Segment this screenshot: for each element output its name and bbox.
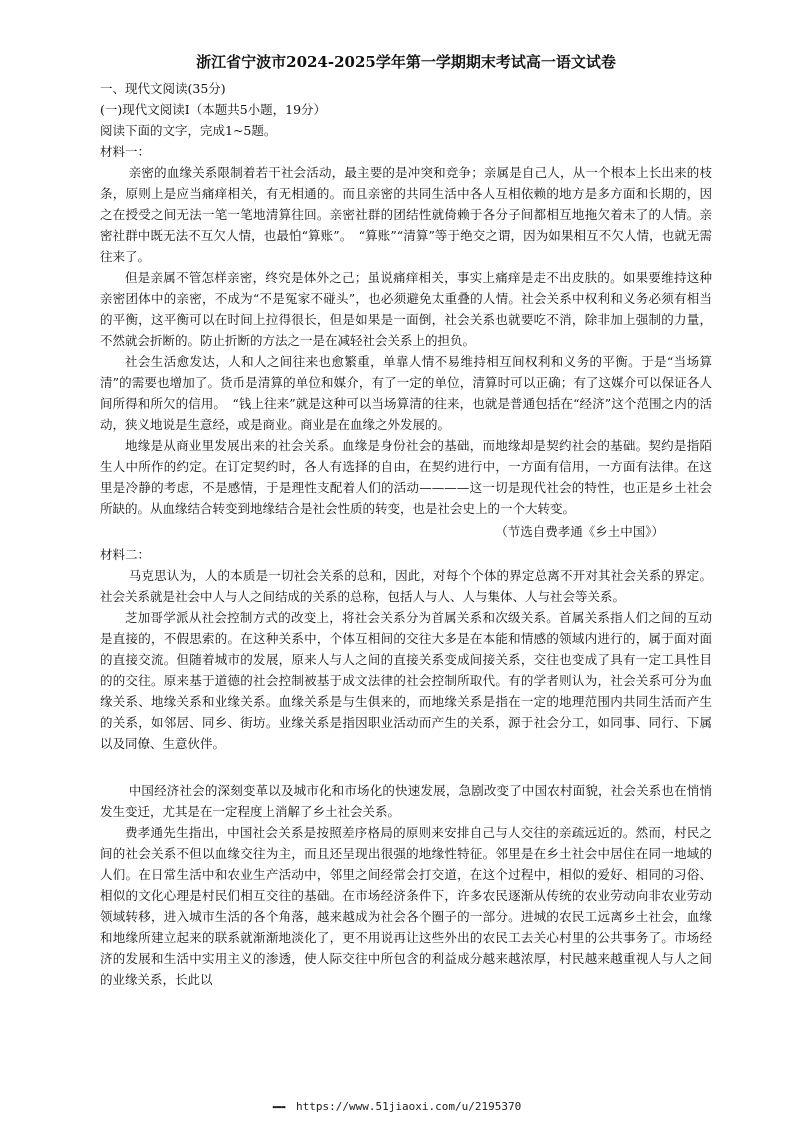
paragraph: 地缘是从商业里发展出来的社会关系。血缘是身份社会的基础，而地缘却是契约社会的基础。契约是指陌生人中所作的约定。在订定契约时，各人有选择的自由，在契约进行中，一方面有信用，一方面有法律。在这里是冷静的考虑，不是感情，于是理性支配着人们的活动————这一切是现代社会的特性，也正是乡土社会所缺的。从血缘结合转变到地缘结合是社会性质的转变，也是社会史上的一个大转变。 bbox=[100, 438, 712, 516]
paragraph: 中国经济社会的深刻变革以及城市化和市场化的快速发展，急剧改变了中国农村面貌，社会关系也在悄悄发生变迁，尤其是在一定程度上消解了乡土社会关系。 bbox=[100, 783, 712, 819]
paragraph: 社会生活愈发达，人和人之间往来也愈繁重，单靠人情不易维持相互间权利和义务的平衡。于是“当场算清”的需要也增加了。货币是清算的单位和媒介，有了一定的单位，清算时可以正确；有了这媒介可以保证各人间所得和所欠的信用。 “钱上往来”就是这种可以当场算清的往来，也就是普通包括在“经济”这个范围之内的活动，狭义地说是生意经，或是商业。商业是在血缘之外发展的。 bbox=[100, 354, 712, 432]
document-page bbox=[100, 52, 712, 990]
subsection-heading: (一)现代文阅读Ⅰ（本题共5小题，19分） bbox=[100, 102, 327, 117]
material-label: 材料一： bbox=[100, 144, 151, 159]
section-heading: 一、现代文阅读(35分) bbox=[100, 81, 226, 96]
paragraph: 马克思认为，人的本质是一切社会关系的总和，因此，对每个个体的界定总离不开对其社会关系的界定。社会关系就是社会中人与人之间结成的关系的总称，包括人与人、人与集体、人与社会等关系。 bbox=[100, 568, 712, 604]
paragraph: 芝加哥学派从社会控制方式的改变上，将社会关系分为首属关系和次级关系。首属关系指人们之间的互动是直接的，不假思索的。在这种关系中，个体互相间的交往大多是在本能和情感的领域内进行的，属于面对面的直接交流。但随着城市的发展，原来人与人之间的直接关系变成间接关系，交往也变成了具有一定工具性目的的交往。原来基于道德的社会控制被基于成文法律的社会控制所取代。有的学者则认为，社会关系可分为血缘关系、地缘关系和业缘关系。血缘关系是与生俱来的，而地缘关系是指在一定的地理范围内共同生活而产生的关系，如邻居、同乡、街坊。业缘关系是指因职业活动而产生的关系，源于社会分工，如同事、同行、下属以及同僚、生意伙伴。 bbox=[100, 610, 712, 751]
paragraph: 费孝通先生指出，中国社会关系是按照差序格局的原则来安排自己与人交往的亲疏远近的。然而，村民之间的社会关系不但以血缘交往为主，而且还呈现出很强的地缘性特征。邻里是在乡土社会中居住在同一地域的人们。在日常生活中和农业生产活动中，邻里之间经常会打交道，在这个过程中，相似的爱好、相同的习俗、相似的文化心理是村民们相互交往的基础。在市场经济条件下，许多农民逐渐从传统的农业劳动向非农业劳动领域转移，进入城市生活的各个角落，越来越成为社会各个圈子的一部分。进城的农民工远离乡土社会，血缘和地缘所建立起来的联系就渐渐地淡化了，更不用说再让这些外出的农民工去关心村里的公共事务了。市场经济的发展和生活中实用主义的渗透，使人际交往中所包含的利益成分越来越浓厚，村民越来越重视人与人之间的业缘关系，长此以 bbox=[100, 825, 712, 987]
paragraph: 亲密的血缘关系限制着若干社会活动，最主要的是冲突和竞争；亲属是自己人，从一个根本上长出来的枝条，原则上是应当痛痒相关，有无相通的。而且亲密的共同生活中各人互相依赖的地方是多方面和长期的，因之在授受之间无法一笔一笔地清算往回。亲密社群的团结性就倚赖于各分子间都相互地拖欠着未了的人情。亲密社群中既无法不互欠人情，也最怕“算账”。 “算账”“清算”等于绝交之谓，因为如果相互不欠人情，也就无需往来了。 bbox=[100, 165, 712, 264]
instruction-text: 阅读下面的文字，完成1~5题。 bbox=[100, 123, 277, 138]
page-title: 浙江省宁波市2024-2025学年第一学期期末考试高一语文试卷 bbox=[196, 53, 616, 71]
watermark-logo-icon: ▬▬▬ bbox=[272, 1103, 286, 1111]
footer-url[interactable]: https://www.51jiaoxi.com/u/2195370 bbox=[296, 1100, 522, 1113]
source-citation: （节选自费孝通《乡土中国》） bbox=[495, 524, 664, 539]
material-label: 材料二： bbox=[100, 547, 151, 562]
page-footer bbox=[0, 1100, 794, 1113]
paragraph: 但是亲属不管怎样亲密，终究是体外之己；虽说痛痒相关，事实上痛痒是走不出皮肤的。如果要维持这种亲密团体中的亲密，不成为“不是冤家不碰头”，也必须避免太重叠的人情。社会关系中权利和义务必须有相当的平衡，这平衡可以在时间上拉得很长，但是如果是一面倒，社会关系也就要吃不消，除非加上强制的力量，不然就会折断的。防止折断的方法之一是在减轻社会关系上的担负。 bbox=[100, 270, 712, 348]
paragraph-gap bbox=[100, 754, 712, 780]
